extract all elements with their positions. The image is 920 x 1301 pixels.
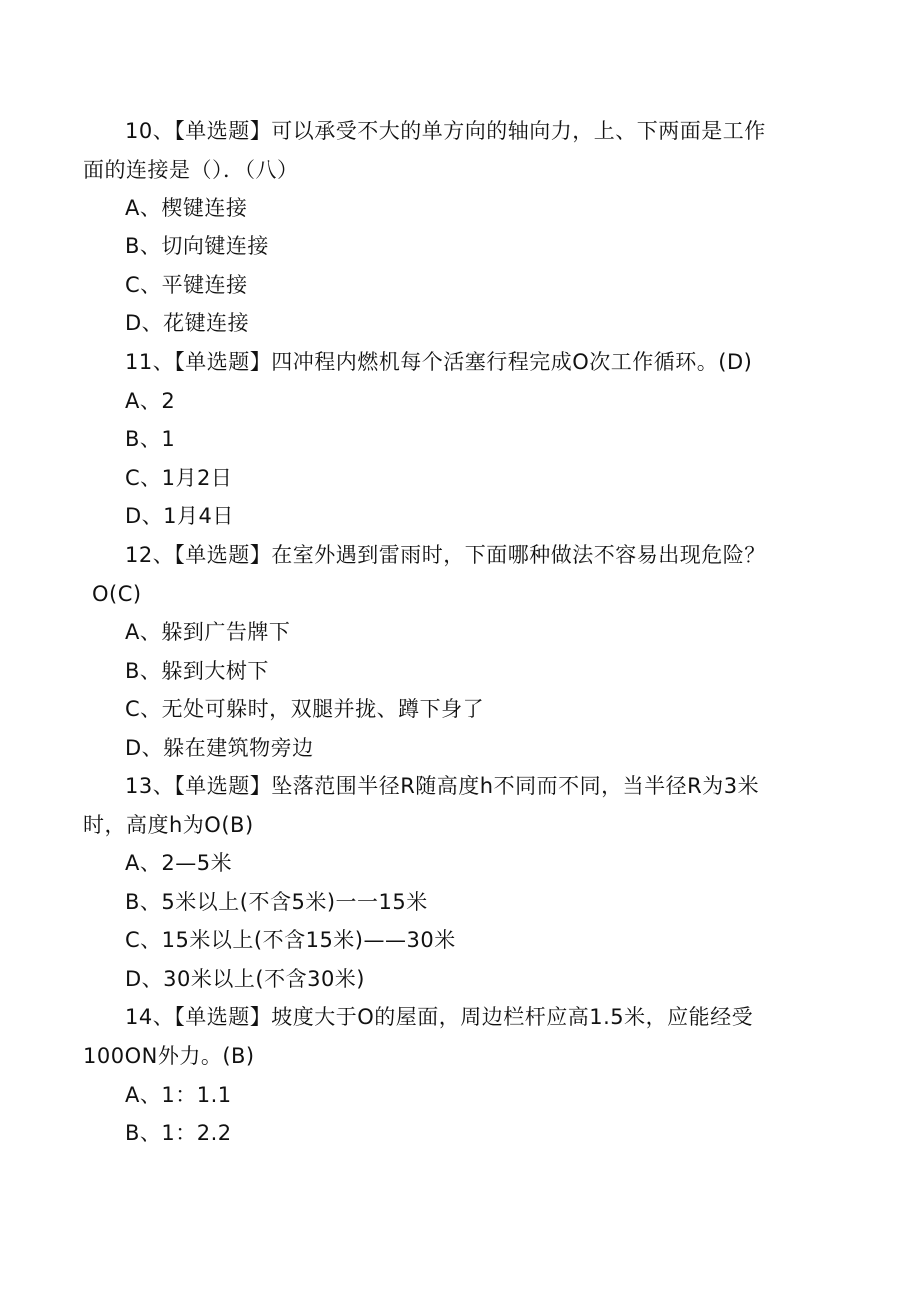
- question-11-text: 11、【单选题】四冲程内燃机每个活塞行程完成O次工作循环。(D): [125, 350, 753, 374]
- question-12-option-c: C、无处可躲时，双腿并拢、蹲下身了: [125, 697, 485, 721]
- question-14-continuation: 100ON外力。(B): [83, 1044, 255, 1068]
- question-11-option-d: D、1月4日: [125, 504, 234, 528]
- question-13-continuation: 时，高度h为O(B): [83, 813, 254, 837]
- question-10-text: 10、【单选题】可以承受不大的单方向的轴向力，上、下两面是工作: [125, 119, 766, 143]
- question-10-option-c: C、平键连接: [125, 273, 248, 297]
- question-12-option-a: A、躲到广告牌下: [125, 620, 291, 644]
- question-13-option-c: C、15米以上(不含15米)——30米: [125, 928, 456, 952]
- question-14-option-b: B、1：2.2: [125, 1121, 232, 1145]
- question-10-option-b: B、切向键连接: [125, 234, 269, 258]
- question-13-option-a: A、2—5米: [125, 851, 233, 875]
- question-10-option-a: A、楔键连接: [125, 196, 248, 220]
- question-11-option-c: C、1月2日: [125, 466, 233, 490]
- question-14-text: 14、【单选题】坡度大于O的屋面，周边栏杆应高1.5米，应能经受: [125, 1005, 754, 1029]
- question-13-text: 13、【单选题】坠落范围半径R随高度h不同而不同，当半径R为3米: [125, 774, 760, 798]
- question-14-option-a: A、1：1.1: [125, 1083, 232, 1107]
- question-11-option-a: A、2: [125, 389, 176, 413]
- question-13-option-d: D、30米以上(不含30米): [125, 967, 365, 991]
- question-11-option-b: B、1: [125, 427, 176, 451]
- question-12-continuation: O(C): [92, 582, 142, 606]
- question-12-text: 12、【单选题】在室外遇到雷雨时，下面哪种做法不容易出现危险？: [125, 543, 766, 567]
- question-10-option-d: D、花键连接: [125, 311, 250, 335]
- question-13-option-b: B、5米以上(不含5米)一一15米: [125, 890, 428, 914]
- question-12-option-b: B、躲到大树下: [125, 659, 269, 683]
- question-10-continuation: 面的连接是（）．（八）: [83, 158, 299, 182]
- question-12-option-d: D、躲在建筑物旁边: [125, 736, 314, 760]
